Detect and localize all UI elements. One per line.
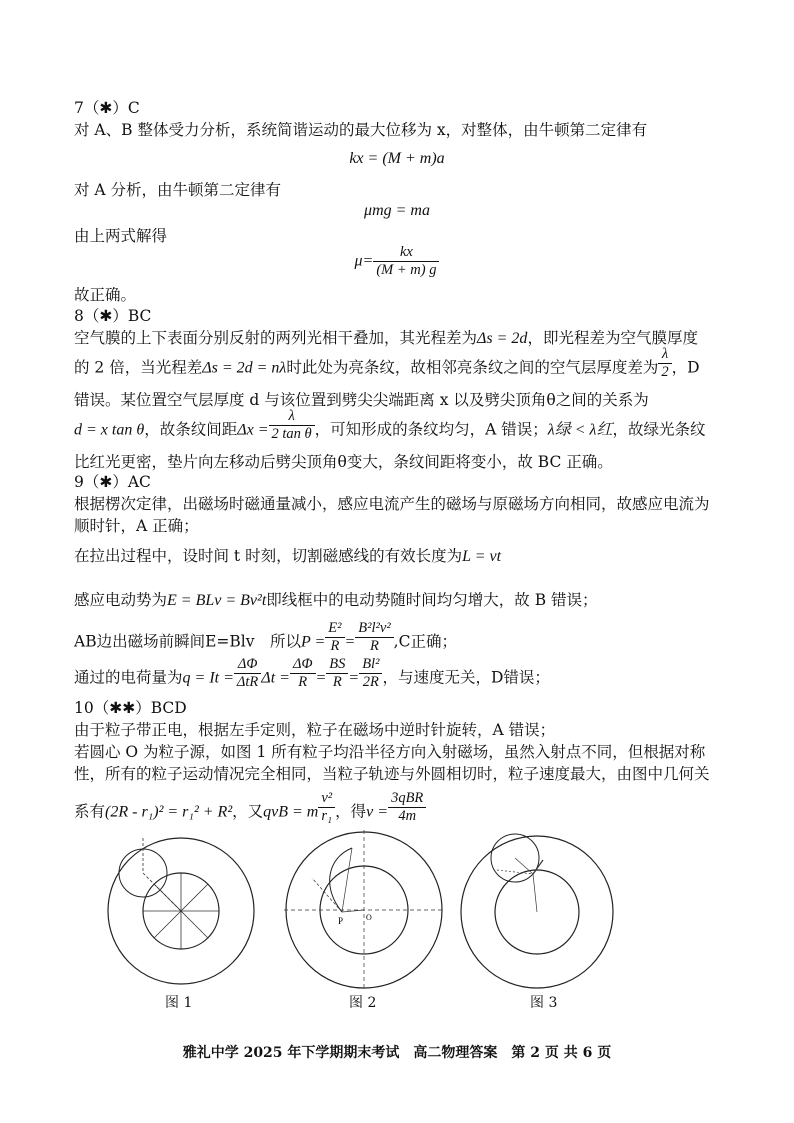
- q9-line-5-math: P =: [301, 633, 326, 651]
- q9-line-6-fraction-2: [290, 656, 316, 691]
- q7-text-4: 故正确。: [74, 286, 137, 304]
- q7-text-3: 由上两式解得: [74, 227, 168, 245]
- q7-equation-1: kx = (M + m)a: [349, 150, 445, 167]
- q8-line-4-text-c: ，故绿光条纹: [612, 420, 706, 439]
- q8-line-2-frac-num: λ: [661, 346, 669, 362]
- fig3-velocity-arrow: [533, 860, 543, 874]
- figure-2-caption: 图 2: [349, 995, 377, 1011]
- q9-line-6-frac4-num: Bl²: [362, 656, 380, 672]
- q10-line-4-math-2: qvB = m: [263, 803, 319, 821]
- q9-line-6-text-a: 通过的电荷量为: [74, 668, 183, 687]
- q8-heading: 8（✱）BC: [74, 307, 152, 325]
- q9-line-5-frac1-den: R: [325, 637, 344, 655]
- q9-line-5-fraction-1: [325, 620, 344, 655]
- q9-line-6-frac1-den: ΔtR: [234, 673, 261, 691]
- q8-line-1-text-b: ，即光程差为空气膜厚度: [527, 329, 698, 347]
- q9-line-5-frac1-num: E²: [328, 620, 342, 636]
- q8-line-2: [74, 346, 700, 381]
- q8-line-2-text-c: ，D: [671, 358, 700, 377]
- q7-heading: 7（✱）C: [74, 99, 140, 117]
- q9-line-5-text-a: AB边出磁场前瞬间E=Blv 所以: [74, 632, 301, 651]
- q7-equation-2: μmg = ma: [364, 202, 430, 219]
- q9-line-6-frac2-den: R: [290, 673, 316, 691]
- page-footer: 雅礼中学 2025 年下学期期末考试 高二物理答案 第 2 页 共 6 页: [182, 1045, 612, 1061]
- q7-text-2: 对 A 分析，由牛顿第二定律有: [74, 181, 282, 199]
- q9-line-6-frac1-num: ΔΦ: [237, 656, 258, 672]
- q10-line-4-frac2-num: 3qBR: [391, 790, 424, 806]
- q7-eq3-numerator: kx: [399, 244, 413, 260]
- q10-line-4-text-c: ，得: [335, 802, 367, 821]
- q8-line-2-text-b: 时此处为亮条纹，故相邻亮条纹之间的空气层厚度差为: [286, 358, 659, 377]
- q8-line-4-math: d = x tan θ: [74, 421, 145, 439]
- q8-line-1: [74, 328, 698, 349]
- q9-line-3-text: 在拉出过程中，设时间 t 时刻，切割磁感线的有效长度为: [74, 547, 463, 565]
- q9-heading: 9（✱）AC: [74, 473, 151, 491]
- q7-eq3-fraction: [373, 244, 439, 279]
- q8-line-4-math-2: Δx =: [237, 421, 269, 439]
- figure-3-diagram: [457, 830, 617, 990]
- q9-line-5-frac2-den: R: [355, 637, 393, 655]
- q9-line-5-fraction-2: [355, 620, 393, 655]
- q8-line-1-text-a: 空气膜的上下表面分别反射的两列光相干叠加，其光程差为: [74, 329, 478, 347]
- fig2-label-p: P: [338, 916, 344, 926]
- q9-line-6-math-2: Δt =: [261, 669, 290, 687]
- q10-line-4-frac2-den: 4m: [388, 807, 426, 825]
- q9-line-5-frac2-num: B²l²v²: [358, 620, 391, 636]
- fig2-trajectory-arc: [330, 848, 352, 912]
- q7-text-1: 对 A、B 整体受力分析，系统简谐运动的最大位移为 x，对整体，由牛顿第二定律有: [74, 121, 648, 139]
- q9-line-5-equals: =: [344, 633, 356, 651]
- q7-eq3-left: μ=: [354, 252, 374, 270]
- figure-2-diagram: [282, 828, 446, 992]
- q10-heading: 10（✱✱）BCD: [74, 699, 187, 717]
- q9-line-4-text-a: 感应电动势为: [74, 591, 168, 609]
- q9-line-6: 通过的电荷量为q = It = $\frac{\Delta\Phi}{\text{ΔtR}}$ Δt = $\frac{\Delta\Phi}{R}$ = $\frac{BS}{R}$ = $\frac{\text{Bl²}}{2R}$ ，与速度无关，D错误；: [74, 656, 550, 690]
- q9-line-3-math: L = vt: [462, 548, 502, 565]
- q9-line-2: 顺时针，A 正确；: [74, 517, 199, 535]
- q8-line-4-frac-num: λ: [288, 408, 295, 424]
- q9-line-4-math: E = BLv = Bv²t: [167, 592, 267, 609]
- q8-line-2-fraction: [658, 346, 671, 381]
- fig2-chord: [342, 848, 352, 912]
- q8-line-2-math: Δs = 2d = nλ: [202, 359, 287, 377]
- q10-line-4-math: (2R - r₁)² = r₁² + R²: [105, 803, 233, 821]
- fig2-radius-op: [342, 910, 364, 912]
- q10-line-4: [74, 790, 426, 825]
- q9-line-3: [74, 546, 501, 567]
- q9-line-1: 根据楞次定律，出磁场时磁通量减小，感应电流产生的磁场与原磁场方向相同，故感应电流为: [74, 495, 710, 513]
- q10-line-4-frac1-num: v²: [321, 790, 333, 806]
- q8-line-2-text-a: 的 2 倍，当光程差: [74, 358, 203, 377]
- q8-line-3: 错误。某位置空气层厚度 d 与该位置到劈尖尖端距离 x 以及劈尖顶角θ之间的关系为: [74, 391, 649, 409]
- q9-line-4: [74, 590, 598, 611]
- q7-equation-3: [0, 244, 794, 279]
- q9-line-6-fraction-1: [234, 656, 261, 691]
- q7-eq3-denominator: (M + m) g: [373, 261, 439, 279]
- q8-line-4-math-3: λ绿 < λ红: [547, 421, 613, 439]
- fig2-label-o: O: [366, 913, 372, 922]
- q8-line-4-text-b: ，可知形成的条纹均匀，A 错误；: [314, 420, 548, 439]
- fig2-dashed-line: [312, 878, 342, 912]
- figure-3-caption: 图 3: [530, 995, 558, 1011]
- q9-line-6-text-b: ，与速度无关，D错误；: [382, 668, 550, 687]
- q8-line-4: [74, 408, 706, 443]
- q10-line-4-math-3: v =: [366, 803, 389, 821]
- q9-line-6-frac4-den: 2R: [359, 673, 382, 691]
- q8-line-4-fraction: [269, 408, 315, 443]
- q8-line-2-frac-den: 2: [658, 363, 671, 381]
- q10-line-4-text-b: ，又: [232, 802, 264, 821]
- q10-line-3: 性，所有的粒子运动情况完全相同，当粒子轨迹与外圆相切时，粒子速度最大，由图中几何关: [74, 765, 710, 783]
- fig3-line-2: [533, 874, 537, 912]
- q8-line-1-math: Δs = 2d: [477, 330, 528, 347]
- q10-line-4-frac1-den: r₁: [318, 807, 335, 825]
- q9-line-6-math: q = It =: [182, 669, 234, 687]
- q9-line-6-frac3-num: BS: [329, 656, 346, 672]
- q10-line-4-fraction-2: [388, 790, 426, 825]
- q8-line-4-frac-den: 2 tan θ: [269, 425, 315, 443]
- q9-line-5: [74, 620, 457, 655]
- q9-line-6-frac2-num: ΔΦ: [292, 656, 313, 672]
- q9-line-6-frac3-den: R: [326, 673, 348, 691]
- figure-1-diagram: [104, 836, 264, 986]
- q10-line-1: 由于粒子带正电，根据左手定则，粒子在磁场中逆时针旋转，A 错误；: [74, 721, 556, 739]
- q9-line-6-fraction-3: [326, 656, 348, 691]
- q9-line-4-text-b: 即线框中的电动势随时间均匀增大，故 B 错误；: [266, 591, 598, 609]
- figure-1-caption: 图 1: [165, 995, 193, 1011]
- q9-line-5-text-b: ,C正确；: [393, 632, 457, 651]
- q10-line-4-fraction-1: [318, 790, 335, 825]
- q10-line-4-text-a: 系有: [74, 802, 106, 821]
- q9-line-6-fraction-4: [359, 656, 382, 691]
- q10-line-2: 若圆心 O 为粒子源，如图 1 所有粒子均沿半径方向入射磁场，虽然入射点不同，但根据对称: [74, 743, 706, 761]
- q8-line-5: 比红光更密，垫片向左移动后劈尖顶角θ变大，条纹间距将变小，故 BC 正确。: [74, 453, 613, 471]
- q8-line-4-text-a: ，故条纹间距: [144, 420, 238, 439]
